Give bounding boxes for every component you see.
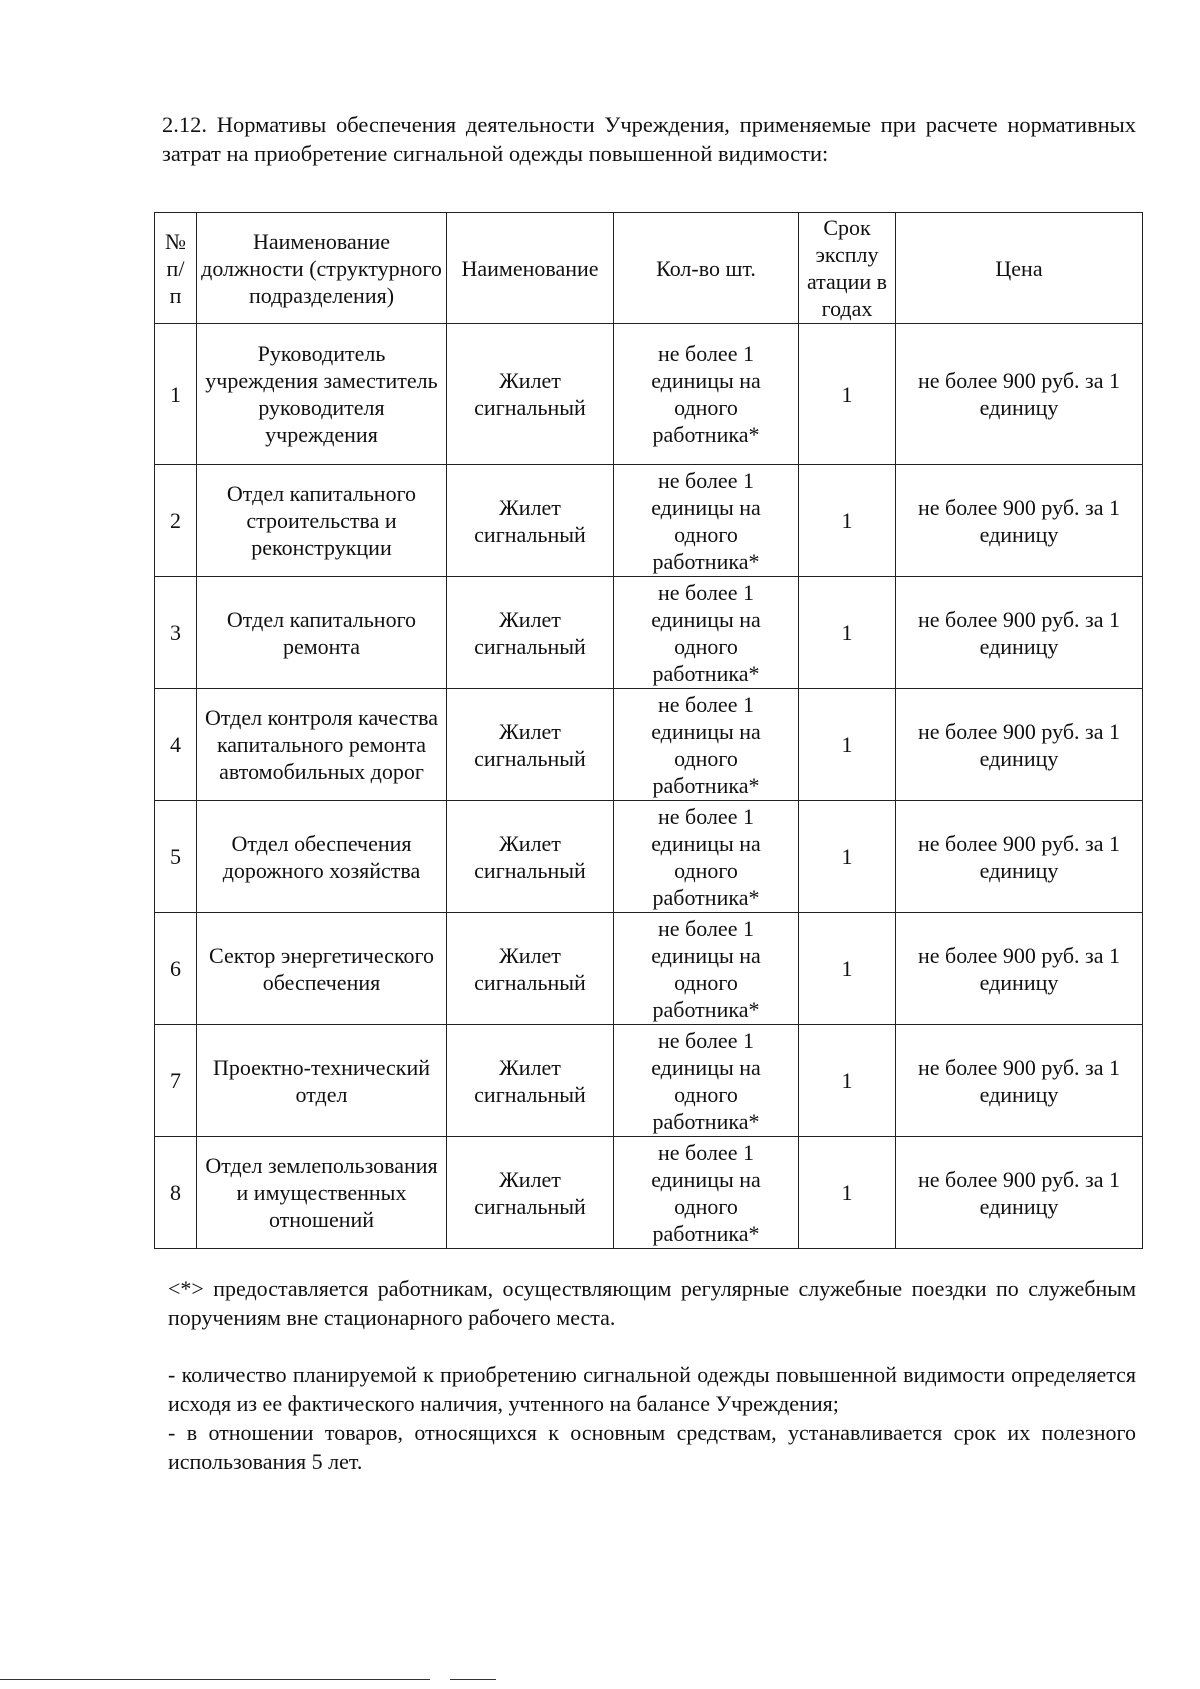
table-header-row bbox=[155, 213, 1143, 324]
cell-price: не более 900 руб. за 1 единицу bbox=[896, 1025, 1143, 1137]
cell-position: Отдел капитального строительства и реконструкции bbox=[197, 465, 447, 577]
cell-position: Сектор энергетического обеспечения bbox=[197, 913, 447, 1025]
cell-position: Руководитель учреждения заместитель руководителя учреждения bbox=[197, 324, 447, 465]
cell-position: Отдел капитального ремонта bbox=[197, 577, 447, 689]
cell-qty: не более 1 единицы на одного работника* bbox=[614, 1025, 799, 1137]
cell-term: 1 bbox=[799, 689, 896, 801]
cell-price: не более 900 руб. за 1 единицу bbox=[896, 465, 1143, 577]
header-item: Наименование bbox=[447, 213, 614, 324]
cell-term: 1 bbox=[799, 913, 896, 1025]
cell-qty: не более 1 единицы на одного работника* bbox=[614, 913, 799, 1025]
cell-item: Жилет сигнальный bbox=[447, 801, 614, 913]
cell-qty: не более 1 единицы на одного работника* bbox=[614, 324, 799, 465]
cell-item: Жилет сигнальный bbox=[447, 324, 614, 465]
cell-num: 3 bbox=[155, 577, 197, 689]
footer-rule-left bbox=[0, 1679, 430, 1680]
cell-term: 1 bbox=[799, 577, 896, 689]
header-qty: Кол-во шт. bbox=[614, 213, 799, 324]
cell-term: 1 bbox=[799, 324, 896, 465]
cell-price: не более 900 руб. за 1 единицу bbox=[896, 689, 1143, 801]
cell-qty: не более 1 единицы на одного работника* bbox=[614, 1137, 799, 1249]
header-term: Срок эксплу атации в годах bbox=[799, 213, 896, 324]
table-row bbox=[155, 1137, 1143, 1249]
cell-price: не более 900 руб. за 1 единицу bbox=[896, 801, 1143, 913]
note-quantity: - количество планируемой к приобретению сигнальной одежды повышенной видимости определяется исходя из ее фактического наличия, учтенного на балансе Учреждения; bbox=[168, 1362, 1136, 1416]
cell-qty: не более 1 единицы на одного работника* bbox=[614, 465, 799, 577]
table-row bbox=[155, 913, 1143, 1025]
notes-block bbox=[168, 1360, 1136, 1476]
note-useful-life: - в отношении товаров, относящихся к основным средствам, устанавливается срок их полезного использования 5 лет. bbox=[168, 1420, 1136, 1474]
cell-item: Жилет сигнальный bbox=[447, 1025, 614, 1137]
cell-price: не более 900 руб. за 1 единицу bbox=[896, 324, 1143, 465]
cell-num: 4 bbox=[155, 689, 197, 801]
cell-item: Жилет сигнальный bbox=[447, 689, 614, 801]
cell-position: Отдел землепользования и имущественных отношений bbox=[197, 1137, 447, 1249]
table-row bbox=[155, 465, 1143, 577]
cell-item: Жилет сигнальный bbox=[447, 465, 614, 577]
table-row bbox=[155, 577, 1143, 689]
table-row bbox=[155, 324, 1143, 465]
cell-qty: не более 1 единицы на одного работника* bbox=[614, 689, 799, 801]
table-row bbox=[155, 1025, 1143, 1137]
cell-item: Жилет сигнальный bbox=[447, 913, 614, 1025]
cell-term: 1 bbox=[799, 465, 896, 577]
cell-num: 1 bbox=[155, 324, 197, 465]
cell-price: не более 900 руб. за 1 единицу bbox=[896, 1137, 1143, 1249]
cell-term: 1 bbox=[799, 1137, 896, 1249]
header-num: № п/ п bbox=[155, 213, 197, 324]
cell-item: Жилет сигнальный bbox=[447, 1137, 614, 1249]
header-position: Наименование должности (структурного подразделения) bbox=[197, 213, 447, 324]
cell-position: Отдел контроля качества капитального ремонта автомобильных дорог bbox=[197, 689, 447, 801]
cell-price: не более 900 руб. за 1 единицу bbox=[896, 577, 1143, 689]
cell-position: Проектно-технический отдел bbox=[197, 1025, 447, 1137]
cell-num: 7 bbox=[155, 1025, 197, 1137]
footnote: <*> предоставляется работникам, осуществляющим регулярные служебные поездки по служебным поручениям вне стационарного рабочего места. bbox=[168, 1276, 1136, 1330]
cell-item: Жилет сигнальный bbox=[447, 577, 614, 689]
table-row bbox=[155, 689, 1143, 801]
cell-num: 6 bbox=[155, 913, 197, 1025]
cell-position: Отдел обеспечения дорожного хозяйства bbox=[197, 801, 447, 913]
cell-num: 5 bbox=[155, 801, 197, 913]
cell-price: не более 900 руб. за 1 единицу bbox=[896, 913, 1143, 1025]
header-price: Цена bbox=[896, 213, 1143, 324]
norms-table bbox=[154, 212, 1143, 1249]
intro-paragraph: 2.12. Нормативы обеспечения деятельности Учреждения, применяемые при расчете нормативных затрат на приобретение сигнальной одежды повышенной видимости: bbox=[162, 112, 1136, 166]
cell-term: 1 bbox=[799, 1025, 896, 1137]
footer-rule-right bbox=[450, 1679, 496, 1680]
cell-qty: не более 1 единицы на одного работника* bbox=[614, 577, 799, 689]
cell-num: 8 bbox=[155, 1137, 197, 1249]
cell-num: 2 bbox=[155, 465, 197, 577]
cell-qty: не более 1 единицы на одного работника* bbox=[614, 801, 799, 913]
cell-term: 1 bbox=[799, 801, 896, 913]
table-row bbox=[155, 801, 1143, 913]
